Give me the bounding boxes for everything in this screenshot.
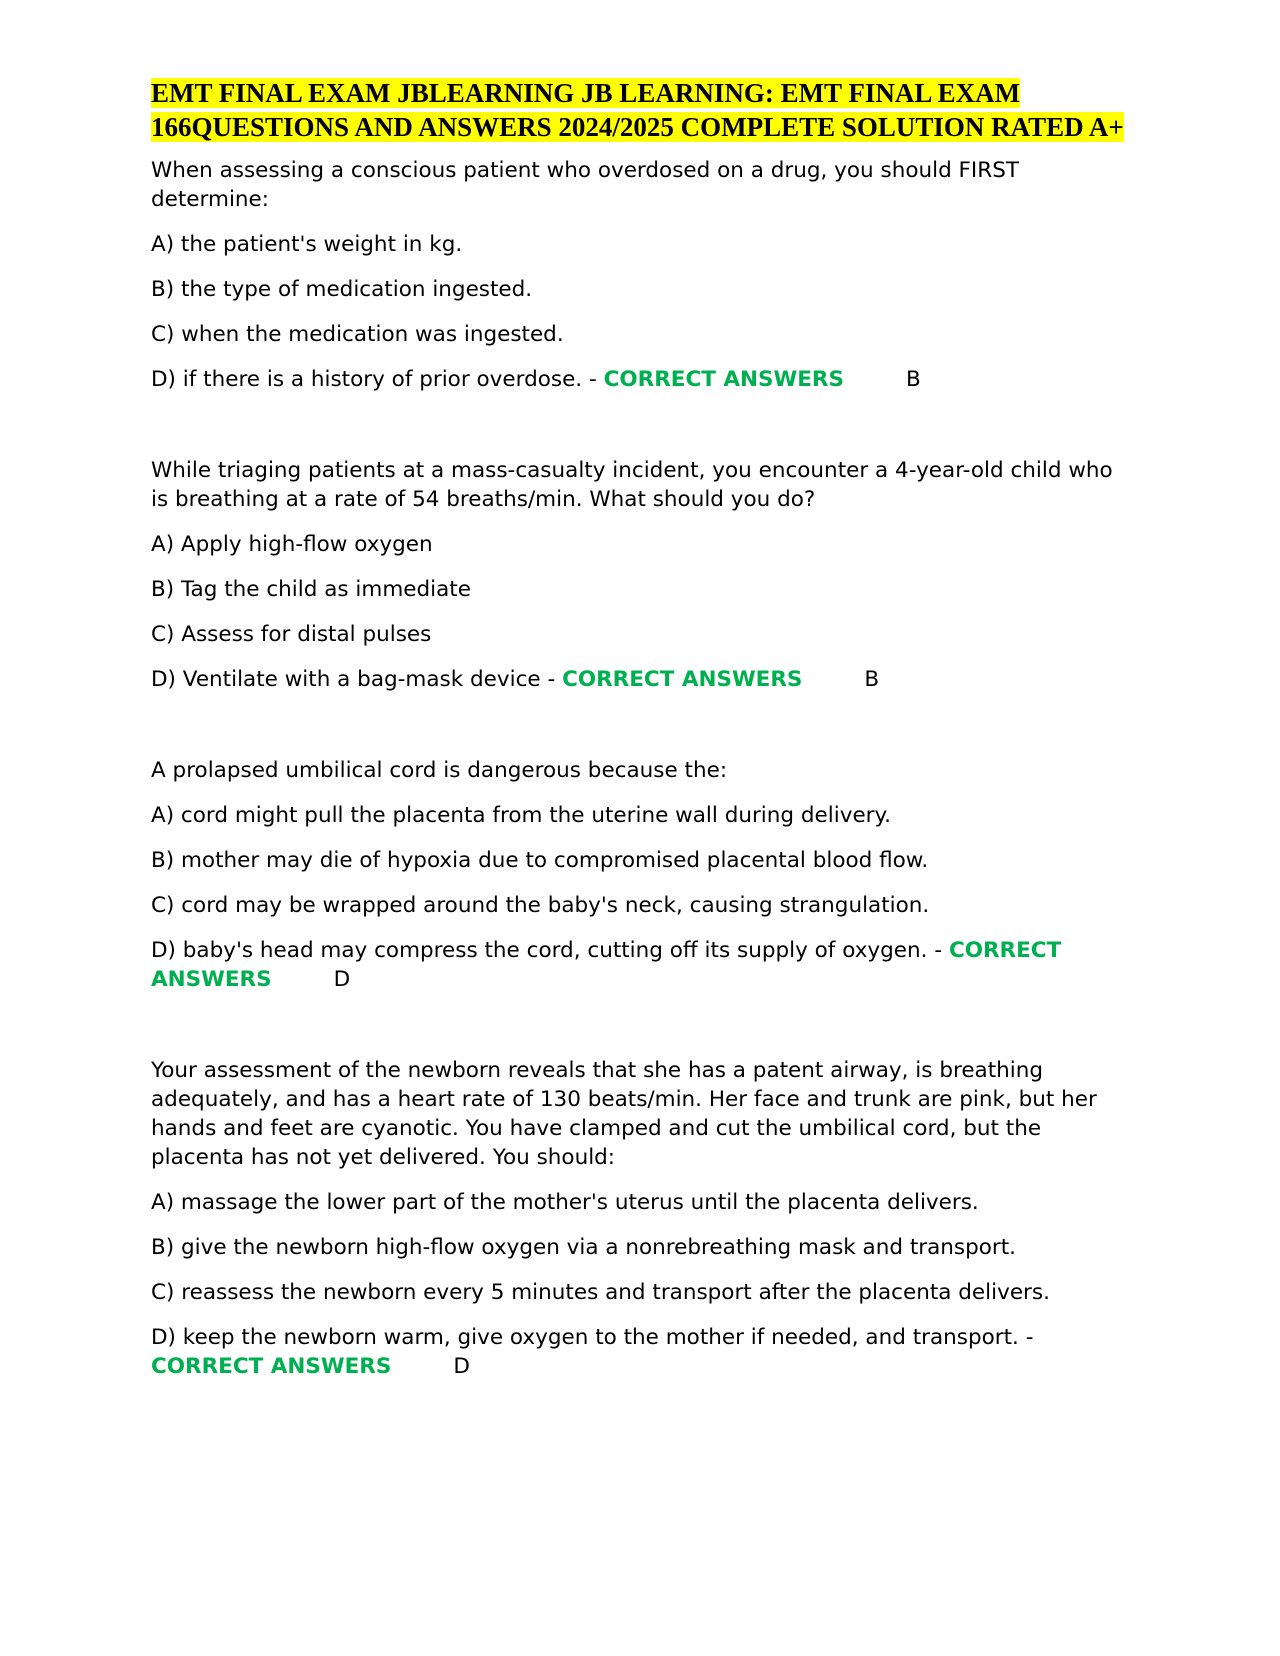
question-block-1	[151, 156, 1136, 394]
document-content	[151, 76, 1136, 1443]
option-b: B) mother may die of hypoxia due to compromised placental blood flow.	[151, 848, 929, 873]
option-c: C) when the medication was ingested.	[151, 322, 564, 347]
answer-letter: D	[453, 1354, 470, 1379]
title-highlight: EMT FINAL EXAM JBLEARNING JB LEARNING: EMT FINAL EXAM 166QUESTIONS AND ANSWERS 2024/2025 COMPLETE SOLUTION RATED A+	[151, 78, 1124, 142]
answer-letter: B	[864, 667, 880, 692]
question-block-4	[151, 1056, 1136, 1381]
option-a: A) the patient's weight in kg.	[151, 232, 463, 257]
question-text: When assessing a conscious patient who overdosed on a drug, you should FIRST determine:	[151, 158, 1019, 212]
question-text: While triaging patients at a mass-casualty incident, you encounter a 4-year-old child who is breathing at a rate of 54 breaths/min. What should you do?	[151, 458, 1113, 512]
answer-letter: D	[333, 967, 351, 992]
option-c: C) reassess the newborn every 5 minutes and transport after the placenta delivers.	[151, 1280, 1050, 1305]
option-c: C) Assess for distal pulses	[151, 622, 432, 647]
option-d-with-answer	[151, 1323, 1136, 1381]
question-text: A prolapsed umbilical cord is dangerous because the:	[151, 758, 728, 783]
question-text: Your assessment of the newborn reveals that she has a patent airway, is breathing adequately, and has a heart rate of 130 beats/min. Her face and trunk are pink, but her hands and feet are cyanotic. You have clamped and cut the umbilical cord, but the placenta has not yet delivered. You should:	[151, 1058, 1097, 1170]
option-a: A) massage the lower part of the mother's uterus until the placenta delivers.	[151, 1190, 979, 1215]
option-a: A) Apply high-flow oxygen	[151, 532, 433, 557]
option-d: D) baby's head may compress the cord, cutting off its supply of oxygen. -	[151, 938, 943, 963]
option-a: A) cord might pull the placenta from the uterine wall during delivery.	[151, 803, 891, 828]
option-b: B) the type of medication ingested.	[151, 277, 533, 302]
document-title	[151, 76, 1136, 144]
option-d-with-answer	[151, 365, 1136, 394]
correct-answers-label: CORRECT ANSWERS	[151, 1354, 392, 1379]
option-d: D) keep the newborn warm, give oxygen to the mother if needed, and transport. -	[151, 1325, 1034, 1350]
option-d-with-answer	[151, 665, 1136, 694]
option-b: B) Tag the child as immediate	[151, 577, 471, 602]
correct-answers-label: CORRECT ANSWERS	[562, 667, 803, 692]
option-b: B) give the newborn high-flow oxygen via a nonrebreathing mask and transport.	[151, 1235, 1017, 1260]
option-c: C) cord may be wrapped around the baby's neck, causing strangulation.	[151, 893, 930, 918]
question-block-3	[151, 756, 1136, 994]
option-d-with-answer	[151, 936, 1136, 994]
question-block-2	[151, 456, 1136, 694]
option-d: D) Ventilate with a bag-mask device -	[151, 667, 556, 692]
option-d: D) if there is a history of prior overdose. -	[151, 367, 597, 392]
answer-letter: B	[905, 367, 921, 392]
correct-answers-label: CORRECT ANSWERS	[603, 367, 844, 392]
correct-answers-label: CORRECT ANSWERS	[151, 938, 1062, 992]
